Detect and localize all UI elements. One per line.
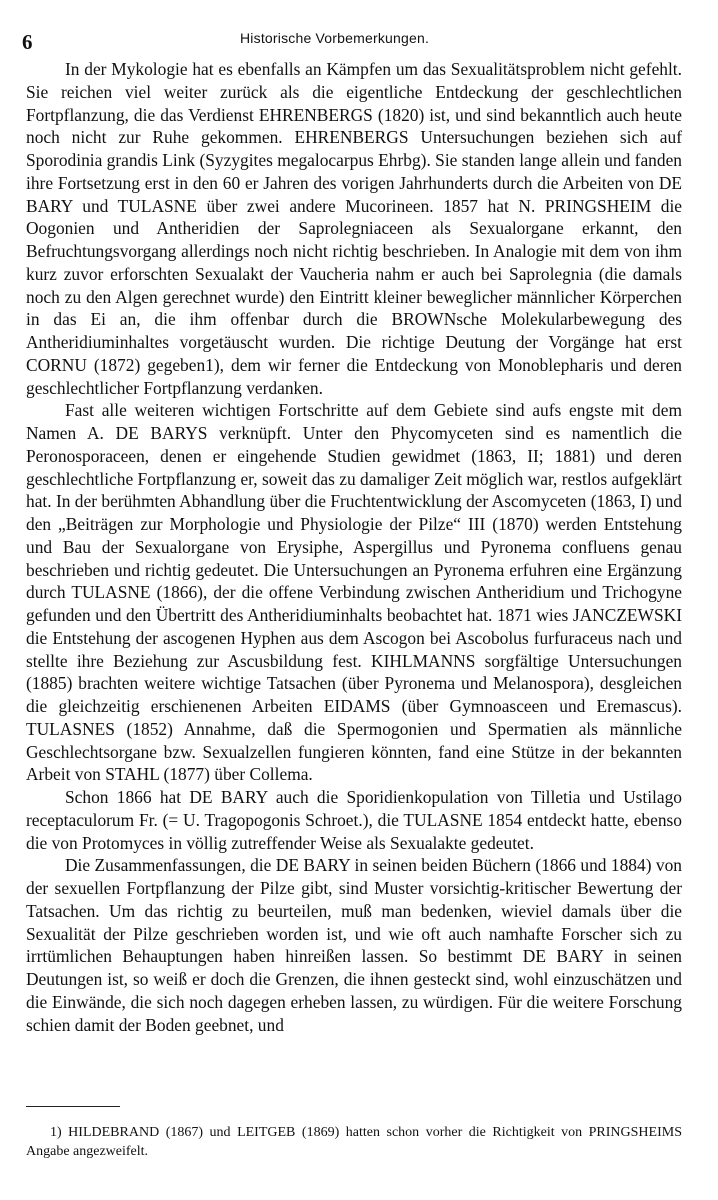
paragraph-de-bary-fortschritte: Fast alle weiteren wichtigen Fortschritte auf dem Gebiete sind aufs engste mit dem Namen A. DE BARYS verknüpft. Unter den Phycomyceten sind es namentlich die Peronosporaceen, denen er eingehende Studien gewidmet (1863, II; 1881) und deren geschlechtliche Fortpflanzung er, soweit das zu damaliger Zeit möglich war, restlos aufgeklärt hat. In der berühmten Abhandlung über die Fruchtentwicklung der Ascomyceten (1863, I) und den „Beiträgen zur Morphologie und Physiologie der Pilze“ III (1870) werden Entstehung und Bau der Sexualorgane von Erysiphe, Aspergillus und Pyronema confluens genau beschrieben und richtig gedeutet. Die Untersuchungen an Pyronema erfuhren eine Ergänzung durch TULASNE (1866), der die offene Verbindung zwischen Antheridium und Trichogyne gefunden und den Übertritt des Antheridiuminhalts beobachtet hat. 1871 wies JANCZEWSKI die Entstehung der ascogenen Hyphen aus dem Ascogon bei Ascobolus furfuraceus nach und stellte ihre Beziehung zur Ascusbildung fest. KIHLMANNS sorgfältige Untersuchungen (1885) brachten weitere wichtige Tatsachen (über Pyronema und Melanospora), desgleichen die gleichzeitig erschienenen Arbeiten EIDAMS (über Gymnoasceen und Eremascus). TULASNES (1852) Annahme, daß die Spermogonien und Spermatien als männliche Geschlechtsorgane bzw. Sexualzellen fungieren könnten, fand eine Stütze in der bekannten Arbeit von STAHL (1877) über Collema. bbox=[26, 400, 682, 785]
paragraph-zusammenfassungen: Die Zusammenfassungen, die DE BARY in seinen beiden Büchern (1866 und 1884) von der sexuellen Fortpflanzung der Pilze gibt, sind Muster vorsichtig-kritischer Bewertung der Tatsachen. Um das richtig zu beurteilen, muß man bedenken, wieviel damals über die Sexualität der Pilze geschrieben worden ist, und wie oft auch namhafte Forscher sich zu irrtümlichen Behauptungen haben hinreißen lassen. So bestimmt DE BARY in seinen Deutungen ist, so weiß er doch die Grenzen, die ihnen gesteckt sind, wohl einzuschätzen und die Einwände, die sich noch dagegen erheben lassen, zu würdigen. Für die weitere Forschung schien damit der Boden geebnet, und bbox=[26, 855, 682, 1035]
paragraph-mykologie: In der Mykologie hat es ebenfalls an Kämpfen um das Sexualitätsproblem nicht gefehlt. Sie reichen viel weiter zurück als die eigentliche Entdeckung der geschlechtlichen Fortpflanzung, die das Verdienst EHRENBERGS (1820) ist, und sind bekanntlich auch heute noch nicht zur Ruhe gekommen. EHRENBERGS Untersuchungen beziehen sich auf Sporodinia grandis Link (Syzygites megalocarpus Ehrbg). Sie standen lange allein und fanden ihre Fortsetzung erst in den 60 er Jahren des vorigen Jahrhunderts durch die Arbeiten von DE BARY und TULASNE über zwei andere Mucorineen. 1857 hat N. PRINGSHEIM die Oogonien und Antheridien der Saprolegniaceen als Sexualorgane erkannt, den Befruchtungsvorgang allerdings noch nicht richtig beschrieben. In Analogie mit dem von ihm kurz zuvor erforschten Sexualakt der Vaucheria nahm er auch bei Saprolegnia (die damals noch zu den Algen gerechnet wurde) den Eintritt kleiner beweglicher männlicher Körperchen in das Ei an, die ihm offenbar durch die BROWNsche Molekularbewegung des Antheridiuminhaltes vorgetäuscht wurden. Die richtige Deutung der Vorgänge hat erst CORNU (1872) gegeben1), dem wir ferner die Entdeckung von Monoblepharis und deren geschlechtlicher Fortpflanzung verdanken. bbox=[26, 59, 682, 398]
body-text bbox=[26, 58, 682, 1036]
footnote-text: 1) HILDEBRAND (1867) und LEITGEB (1869) hatten schon vorher die Richtigkeit von PRINGSHEIMS Angabe angezweifelt. bbox=[26, 1125, 682, 1159]
footnote bbox=[26, 1123, 682, 1161]
running-title: Historische Vorbemerkungen. bbox=[240, 30, 430, 46]
paragraph-sporidienkopulation: Schon 1866 hat DE BARY auch die Sporidienkopulation von Tilletia und Ustilago receptaculorum Fr. (= U. Tragopogonis Schroet.), die TULASNE 1854 entdeckt hatte, ebenso die von Protomyces in völlig zutreffender Weise als Sexualakte gedeutet. bbox=[26, 787, 682, 853]
page-number: 6 bbox=[22, 30, 33, 54]
footnote-divider bbox=[26, 1106, 120, 1107]
